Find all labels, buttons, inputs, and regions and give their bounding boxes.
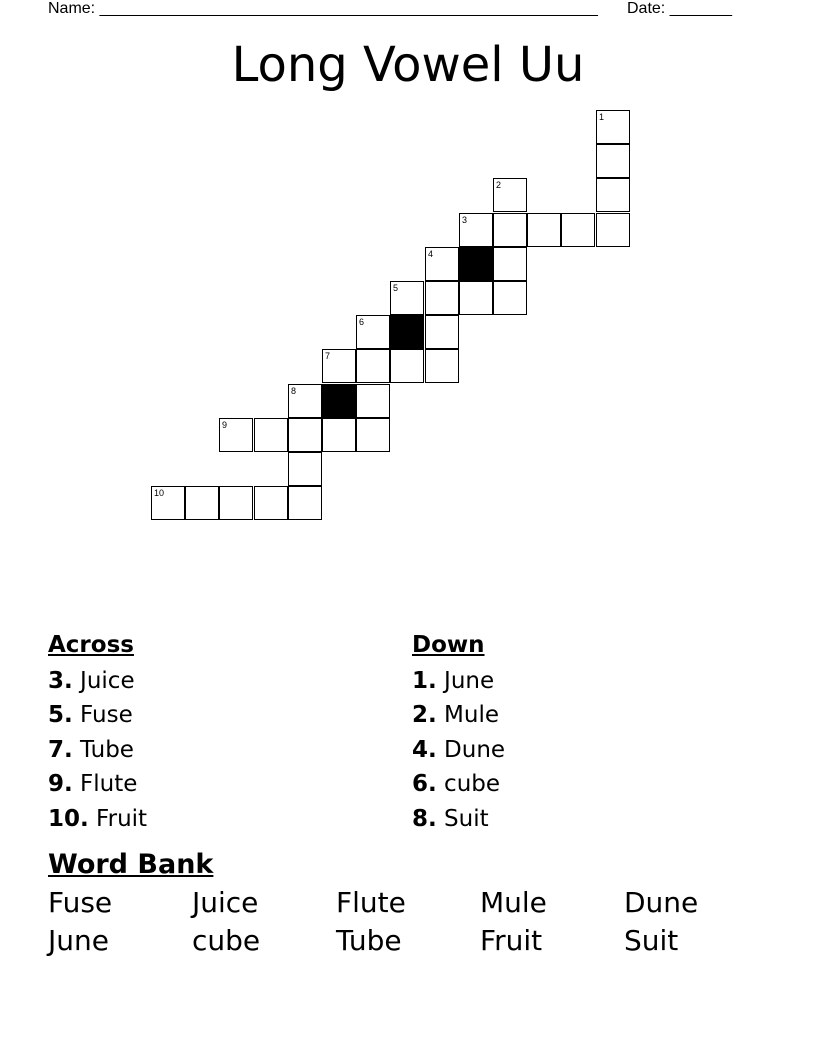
clue-text: Juice bbox=[72, 668, 135, 694]
down-clue-list bbox=[412, 664, 505, 836]
down-clue bbox=[412, 733, 505, 767]
across-clue bbox=[48, 802, 147, 836]
clue-number: 7. bbox=[48, 736, 73, 763]
down-clue bbox=[412, 767, 505, 801]
crossword-cell[interactable] bbox=[596, 213, 630, 247]
crossword-cell[interactable] bbox=[356, 384, 390, 418]
crossword-cell[interactable] bbox=[493, 281, 527, 315]
crossword-cell[interactable] bbox=[596, 110, 630, 144]
across-clue bbox=[48, 698, 147, 732]
page-title: Long Vowel Uu bbox=[231, 37, 585, 93]
down-clue bbox=[412, 698, 505, 732]
crossword-cell[interactable] bbox=[254, 486, 288, 520]
down-clue bbox=[412, 802, 505, 836]
crossword-cell[interactable] bbox=[288, 452, 322, 486]
crossword-cell[interactable] bbox=[493, 178, 527, 212]
crossword-cell[interactable] bbox=[493, 213, 527, 247]
clue-text: cube bbox=[436, 771, 501, 798]
date-field-label: Date: _______ bbox=[627, 0, 732, 17]
word-bank-title: Word Bank bbox=[48, 849, 214, 880]
clue-text: Fruit bbox=[88, 805, 148, 832]
word-bank-word: Fruit bbox=[480, 924, 543, 957]
clue-number: 10. bbox=[48, 805, 89, 832]
clue-number-label: 3 bbox=[462, 215, 468, 225]
word-bank-word: Tube bbox=[336, 924, 402, 957]
crossword-cell[interactable] bbox=[185, 486, 219, 520]
crossword-block-cell bbox=[322, 384, 356, 418]
crossword-cell[interactable] bbox=[219, 418, 253, 452]
crossword-cell[interactable] bbox=[356, 349, 390, 383]
crossword-cell[interactable] bbox=[527, 213, 561, 247]
clue-number: 5. bbox=[48, 702, 73, 729]
across-heading: Across bbox=[48, 632, 134, 658]
crossword-cell[interactable] bbox=[288, 486, 322, 520]
clue-number: 9. bbox=[48, 771, 73, 798]
crossword-cell[interactable] bbox=[596, 178, 630, 212]
crossword-cell[interactable] bbox=[459, 213, 493, 247]
crossword-cell[interactable] bbox=[493, 247, 527, 281]
clue-text: Flute bbox=[72, 771, 138, 798]
clue-number-label: 4 bbox=[428, 249, 434, 259]
crossword-block-cell bbox=[390, 315, 424, 349]
crossword-cell[interactable] bbox=[288, 384, 322, 418]
word-bank-word: Mule bbox=[480, 886, 547, 919]
crossword-cell[interactable] bbox=[561, 213, 595, 247]
crossword-cell[interactable] bbox=[254, 418, 288, 452]
clue-number-label: 5 bbox=[393, 283, 399, 293]
clue-number: 3. bbox=[48, 668, 73, 694]
clue-number-label: 8 bbox=[291, 386, 297, 396]
crossword-cell[interactable] bbox=[151, 486, 185, 520]
crossword-cell[interactable] bbox=[356, 315, 390, 349]
clue-text: Dune bbox=[436, 736, 506, 763]
clue-number-label: 6 bbox=[359, 317, 365, 327]
crossword-cell[interactable] bbox=[356, 418, 390, 452]
crossword-cell[interactable] bbox=[322, 418, 356, 452]
word-bank-word: Flute bbox=[336, 886, 406, 919]
clue-number-label: 2 bbox=[496, 180, 502, 190]
across-clue bbox=[48, 767, 147, 801]
crossword-cell[interactable] bbox=[390, 281, 424, 315]
clue-number: 4. bbox=[412, 736, 437, 763]
crossword-cell[interactable] bbox=[390, 349, 424, 383]
word-bank-word: cube bbox=[192, 924, 261, 957]
down-heading: Down bbox=[412, 632, 485, 658]
crossword-cell[interactable] bbox=[322, 349, 356, 383]
clue-text: June bbox=[436, 668, 495, 694]
clue-number-label: 9 bbox=[222, 420, 228, 430]
crossword-cell[interactable] bbox=[425, 247, 459, 281]
across-clue bbox=[48, 664, 147, 698]
crossword-cell[interactable] bbox=[425, 349, 459, 383]
clue-number: 1. bbox=[412, 668, 437, 694]
across-clue-list bbox=[48, 664, 147, 836]
crossword-cell[interactable] bbox=[596, 144, 630, 178]
crossword-cell[interactable] bbox=[288, 418, 322, 452]
clue-text: Fuse bbox=[72, 702, 133, 729]
word-bank-word: Fuse bbox=[48, 886, 113, 919]
clue-number-label: 1 bbox=[599, 112, 605, 122]
clue-number-label: 10 bbox=[154, 488, 165, 498]
crossword-cell[interactable] bbox=[219, 486, 253, 520]
clue-text: Mule bbox=[436, 702, 500, 729]
crossword-cell[interactable] bbox=[425, 281, 459, 315]
clue-number: 8. bbox=[412, 805, 437, 832]
clue-text: Suit bbox=[436, 805, 489, 832]
crossword-cell[interactable] bbox=[425, 315, 459, 349]
down-clue bbox=[412, 664, 505, 698]
word-bank-word: Juice bbox=[192, 886, 259, 919]
name-field-label: Name: ________________________________________________________ bbox=[48, 0, 598, 17]
crossword-block-cell bbox=[459, 247, 493, 281]
across-clue bbox=[48, 733, 147, 767]
word-bank-word: June bbox=[48, 924, 109, 957]
crossword-cell[interactable] bbox=[459, 281, 493, 315]
word-bank-word: Dune bbox=[624, 886, 699, 919]
clue-text: Tube bbox=[72, 736, 134, 763]
clue-number-label: 7 bbox=[325, 351, 331, 361]
clue-number: 2. bbox=[412, 702, 437, 729]
word-bank-word: Suit bbox=[624, 924, 679, 957]
clue-number: 6. bbox=[412, 771, 437, 798]
